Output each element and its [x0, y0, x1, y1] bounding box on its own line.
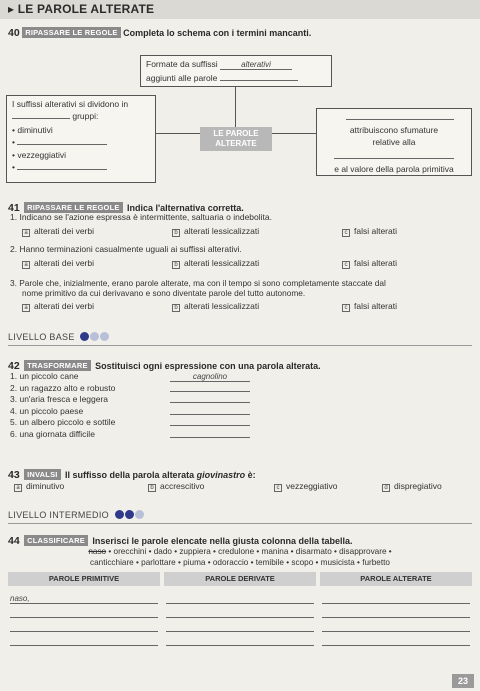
answer-blank[interactable] [170, 394, 250, 403]
struck-word: naso [88, 547, 107, 556]
column-derived[interactable] [164, 590, 316, 652]
checkbox-c[interactable]: c [342, 229, 350, 237]
column-primitive[interactable] [8, 590, 160, 652]
connector-line [272, 133, 317, 134]
option-a[interactable]: a diminutivo [14, 481, 64, 492]
level-dot-empty [100, 332, 109, 341]
option-b[interactable]: b alterati lessicalizzati [172, 301, 259, 312]
option-a[interactable]: a alterati dei verbi [22, 258, 94, 269]
fill-blank[interactable] [17, 169, 107, 170]
exercise-instruction: Indica l'alternativa corretta. [127, 203, 244, 213]
right-line3: e al valore della parola primitiva [334, 164, 454, 174]
option-b[interactable]: b alterati lessicalizzati [172, 226, 259, 237]
top-box-line2: aggiunti alle parole [146, 73, 218, 83]
exercise-instruction: Sostituisci ogni espressione con una parola alterata. [95, 361, 321, 371]
list-item: 1. un piccolo cane cagnolino [10, 371, 330, 383]
diagram-top-box [140, 55, 332, 87]
diagram-right-box [316, 108, 472, 176]
level-dot-empty [135, 510, 144, 519]
fill-blank[interactable] [220, 59, 292, 70]
option-a[interactable]: a alterati dei verbi [22, 301, 94, 312]
exercise-instruction: Il suffisso della parola alterata giovinastro è: [65, 470, 256, 480]
right-line2: relative alla [372, 137, 416, 147]
exercise-41-item-1 [10, 212, 470, 237]
level-indicator-intermedio [8, 510, 144, 520]
level-label: LIVELLO BASE [8, 332, 75, 342]
section-title: ▸ LE PAROLE ALTERATE [8, 2, 155, 16]
fill-blank[interactable] [334, 158, 454, 159]
option-b[interactable]: b accrescitivo [148, 481, 204, 492]
diagram-center: LE PAROLE ALTERATE [200, 127, 272, 151]
item-number: 3. [10, 278, 17, 288]
filled-answer: alterativi [241, 60, 271, 69]
column-altered[interactable] [320, 590, 472, 652]
connector-line [155, 133, 200, 134]
left-item-vezzeggiativi: vezzeggiativi [17, 150, 67, 160]
item-number: 1. [10, 212, 18, 222]
exercise-number: 44 [8, 535, 20, 547]
list-item: 4. un piccolo paese [10, 406, 330, 418]
diagram-left-box: I suffissi alterativi si dividono in gruppi: • diminutivi • • vezzeggiativi • [6, 95, 156, 183]
option-c[interactable]: c falsi alterati [342, 301, 397, 312]
fill-blank[interactable] [12, 118, 70, 119]
checkbox-b[interactable]: b [148, 484, 156, 492]
exercise-tag: RIPASSARE LE REGOLE [22, 27, 120, 38]
item-text: Indicano se l'azione espressa è intermittente, saltuaria o indebolita. [19, 212, 272, 222]
exercise-instruction: Completa lo schema con i termini mancanti. [123, 28, 312, 38]
fill-blank[interactable] [17, 144, 107, 145]
answer-blank[interactable] [170, 383, 250, 392]
left-gruppi: gruppi: [72, 111, 99, 121]
list-item: 2. un ragazzo alto e robusto [10, 383, 330, 395]
divider [8, 523, 472, 524]
exercise-41-item-2 [10, 244, 470, 269]
item-text: Parole che, inizialmente, erano parole alterate, ma con il tempo si sono completamente staccate dal [19, 278, 386, 288]
option-b[interactable]: b alterati lessicalizzati [172, 258, 259, 269]
item-text-cont: nome primitivo da cui derivavano e sono diventate parole del tutto autonome. [22, 288, 306, 298]
level-dot-filled [115, 510, 124, 519]
list-item: 5. un albero piccolo e sottile [10, 417, 330, 429]
list-item: 6. una giornata difficile [10, 429, 330, 441]
level-indicator-base [8, 332, 109, 342]
exercise-number: 42 [8, 360, 20, 372]
page-number: 23 [452, 674, 474, 688]
column-header: PAROLE PRIMITIVE [8, 572, 160, 586]
exercise-number: 41 [8, 202, 20, 214]
word-list: naso • orecchini • dado • zuppiera • credulone • manina • disarmato • disapprovare • canticchiare • parlottare • piuma • odoraccio • temibile • scopo • musicista • furbetto [88, 547, 392, 567]
level-dot-filled [80, 332, 89, 341]
answer-blank[interactable] [170, 417, 250, 426]
answer-blank[interactable] [170, 371, 250, 382]
item-text: Hanno terminazioni casualmente uguali ai suffissi alterativi. [19, 244, 242, 254]
level-dot-filled [125, 510, 134, 519]
exercise-41-item-3 [10, 278, 472, 312]
fill-blank[interactable] [346, 119, 454, 120]
divider [8, 345, 472, 346]
list-item: 3. un'aria fresca e leggera [10, 394, 330, 406]
exercise-tag: CLASSIFICARE [24, 535, 88, 546]
connector-line [235, 87, 236, 127]
exercise-tag: RIPASSARE LE REGOLE [24, 202, 122, 213]
filled-answer: cagnolino [192, 372, 228, 381]
exercise-instruction: Inserisci le parole elencate nella giusta colonna della tabella. [92, 536, 353, 546]
left-title: I suffissi alterativi si dividono in [12, 99, 129, 109]
checkbox-b[interactable]: b [172, 229, 180, 237]
answer-blank[interactable] [170, 406, 250, 415]
level-dot-empty [90, 332, 99, 341]
left-item-diminutivi: diminutivi [17, 125, 53, 135]
column-header: PAROLE DERIVATE [164, 572, 316, 586]
option-d[interactable]: d dispregiativo [382, 481, 442, 492]
item-number: 2. [10, 244, 18, 254]
exercise-number: 43 [8, 469, 20, 481]
exercise-40-heading [8, 27, 311, 39]
option-c[interactable]: c vezzeggiativo [274, 481, 338, 492]
checkbox-c[interactable]: c [274, 484, 282, 492]
checkbox-d[interactable]: d [382, 484, 390, 492]
answer-blank[interactable] [170, 429, 250, 438]
exercise-number: 40 [8, 27, 20, 39]
checkbox-c[interactable]: c [342, 261, 350, 269]
option-c[interactable]: c falsi alterati [342, 226, 397, 237]
checkbox-b[interactable]: b [172, 261, 180, 269]
exercise-tag: TRASFORMARE [24, 360, 91, 371]
column-header: PAROLE ALTERATE [320, 572, 472, 586]
exercise-42-list [10, 371, 330, 440]
checkbox-a[interactable]: a [22, 304, 30, 312]
first-entry: naso, [10, 594, 30, 603]
option-c[interactable]: c falsi alterati [342, 258, 397, 269]
exercise-43-options [14, 481, 474, 493]
classification-table [8, 572, 472, 652]
checkbox-c[interactable]: c [342, 304, 350, 312]
checkbox-a[interactable]: a [22, 261, 30, 269]
checkbox-a[interactable]: a [22, 229, 30, 237]
fill-blank[interactable] [220, 80, 298, 81]
top-box-line1: Formate da suffissi [146, 59, 218, 69]
checkbox-a[interactable]: a [14, 484, 22, 492]
right-line1: attribuiscono sfumature [349, 125, 439, 135]
exercise-tag: INVALSI [24, 469, 60, 480]
option-a[interactable]: a alterati dei verbi [22, 226, 94, 237]
checkbox-b[interactable]: b [172, 304, 180, 312]
level-label: LIVELLO INTERMEDIO [8, 510, 109, 520]
